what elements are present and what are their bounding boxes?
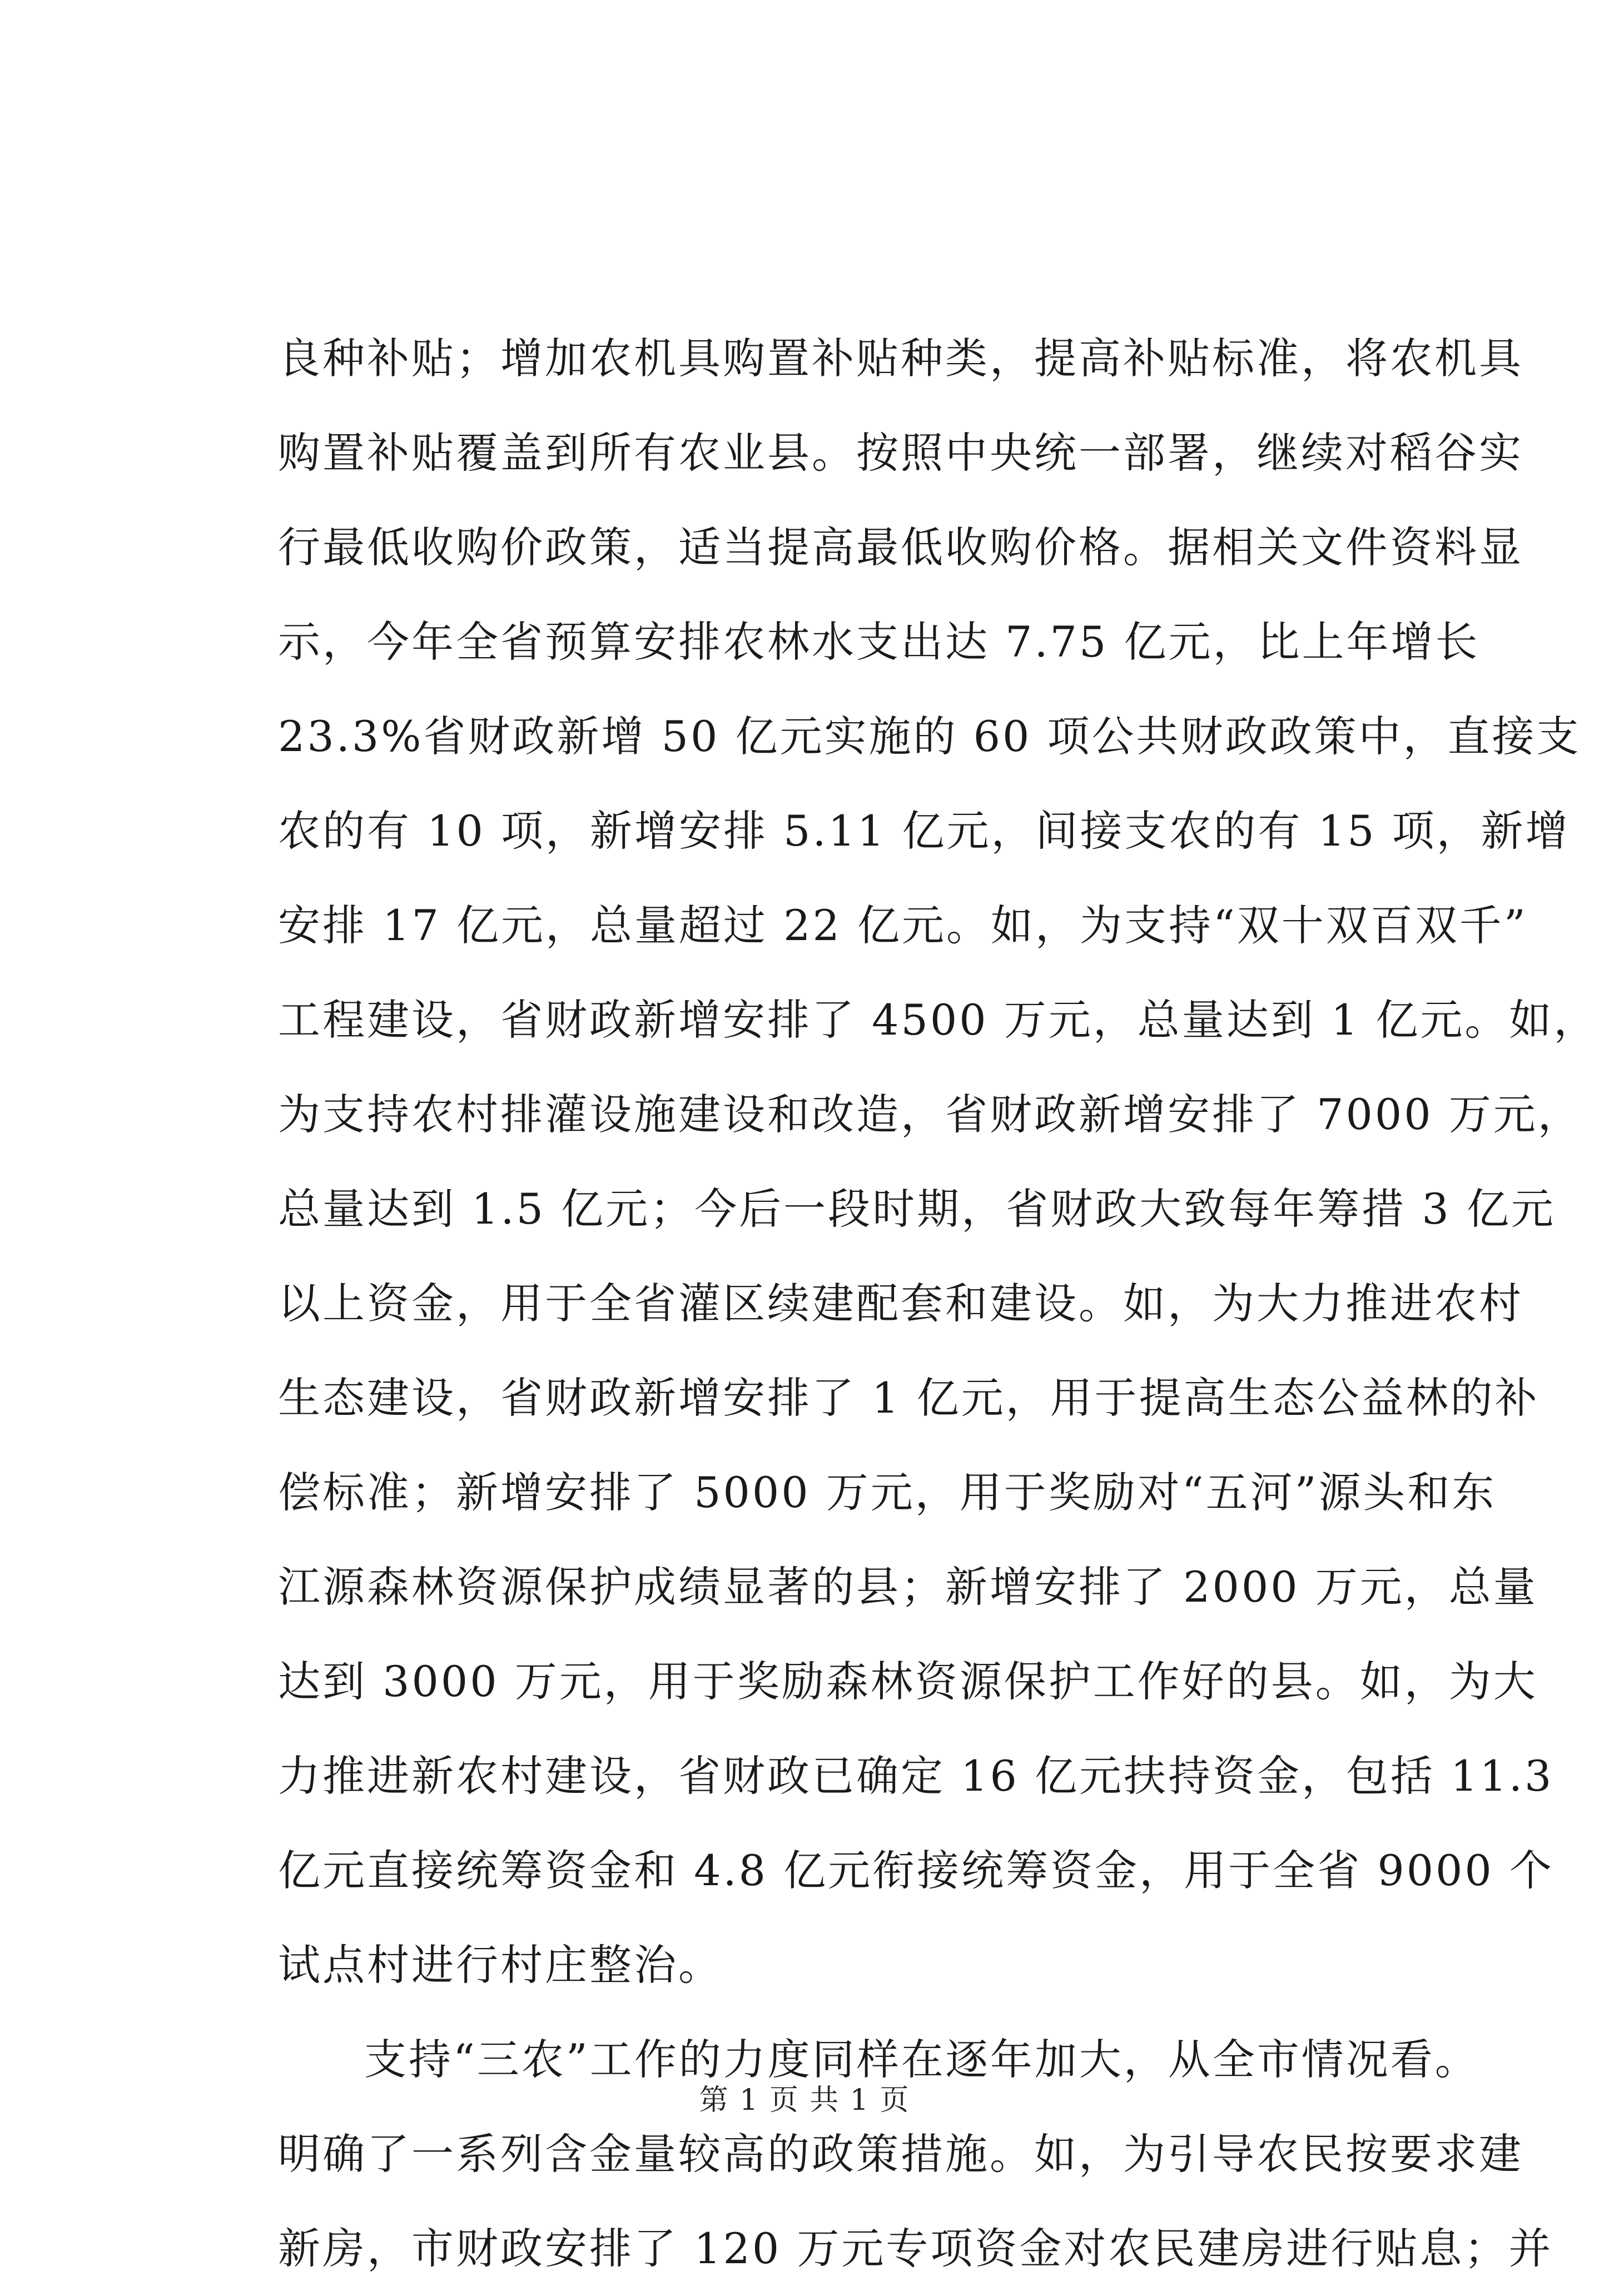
text-line-2: 购置补贴覆盖到所有农业县。按照中央统一部署，继续对稻谷实 <box>278 428 1523 478</box>
text-line-18: 试点村进行村庄整治。 <box>278 1940 723 1990</box>
paragraph-2-first-line: 支持“三农”工作的力度同样在逐年加大，从全市情况看。 <box>364 2035 1479 2084</box>
body-text <box>278 311 1598 2296</box>
text-line-1: 良种补贴；增加农机具购置补贴种类，提高补贴标准，将农机具 <box>278 334 1523 383</box>
text-line-20: 明确了一系列含金量较高的政策措施。如，为引导农民按要求建 <box>278 2129 1523 2179</box>
text-line-11: 以上资金，用于全省灌区续建配套和建设。如，为大力推进农村 <box>278 1279 1523 1328</box>
text-line-13: 偿标准；新增安排了 5000 万元，用于奖励对“五河”源头和东 <box>278 1468 1497 1517</box>
text-line-16: 力推进新农村建设，省财政已确定 16 亿元扶持资金，包括 11.3 <box>278 1751 1554 1801</box>
text-line-3: 行最低收购价政策，适当提高最低收购价格。据相关文件资料显 <box>278 523 1523 572</box>
text-line-4: 示，今年全省预算安排农林水支出达 7.75 亿元，比上年增长 <box>278 617 1480 667</box>
text-line-15: 达到 3000 万元，用于奖励森林资源保护工作好的县。如，为大 <box>278 1657 1538 1706</box>
text-line-21: 新房，市财政安排了 120 万元专项资金对农民建房进行贴息；并 <box>278 2224 1553 2273</box>
page-footer: 第 1 页 共 1 页 <box>699 2084 910 2117</box>
text-line-10: 总量达到 1.5 亿元；今后一段时期，省财政大致每年筹措 3 亿元 <box>278 1184 1556 1234</box>
text-line-9: 为支持农村排灌设施建设和改造，省财政新增安排了 7000 万元， <box>278 1090 1582 1139</box>
text-line-8: 工程建设，省财政新增安排了 4500 万元，总量达到 1 亿元。如， <box>278 995 1598 1045</box>
text-line-7: 安排 17 亿元，总量超过 22 亿元。如，为支持“双十双百双千” <box>278 901 1528 950</box>
text-line-12: 生态建设，省财政新增安排了 1 亿元，用于提高生态公益林的补 <box>278 1373 1540 1423</box>
text-line-17: 亿元直接统筹资金和 4.8 亿元衔接统筹资金，用于全省 9000 个 <box>278 1846 1554 1895</box>
text-line-6: 农的有 10 项，新增安排 5.11 亿元，间接支农的有 15 项，新增 <box>278 806 1570 856</box>
text-line-5: 23.3%省财政新增 50 亿元实施的 60 项公共财政政策中，直接支 <box>278 712 1581 761</box>
text-line-14: 江源森林资源保护成绩显著的县；新增安排了 2000 万元，总量 <box>278 1562 1538 1612</box>
